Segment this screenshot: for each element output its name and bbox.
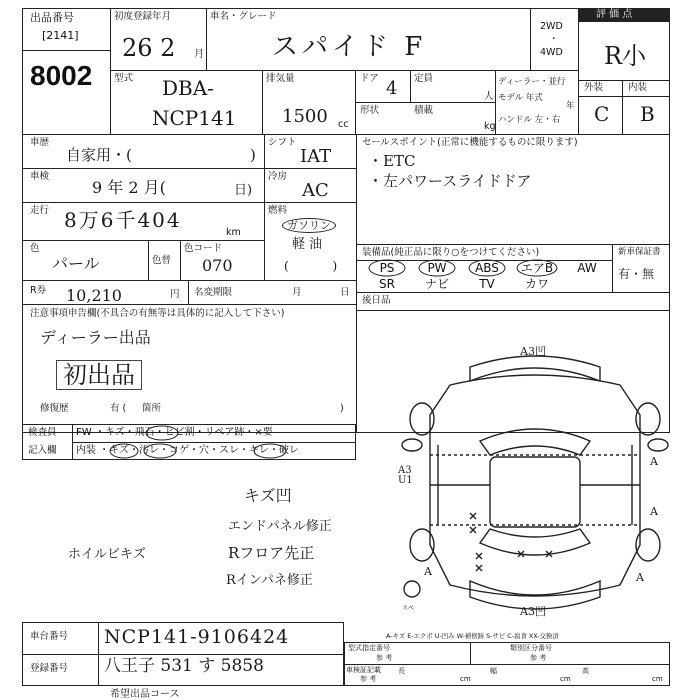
model-label: 型式: [114, 73, 134, 84]
equip-navi: ナビ: [424, 277, 449, 291]
equip-tv: TV: [479, 277, 495, 291]
diag-right-mid: A: [650, 505, 658, 518]
model-value-2: NCP141: [152, 106, 237, 130]
dim-wide-cm: cm: [560, 675, 571, 683]
remark-1: キズ凹: [244, 486, 292, 505]
repair-label: 修復歴: [40, 403, 69, 414]
remark-3-left: ホイルビキズ: [68, 547, 146, 562]
exterior-label: 外装: [584, 82, 604, 93]
remark-2: エンドパネル修正: [228, 519, 332, 534]
lot-code: [2141]: [42, 29, 79, 42]
shape-label: 形状: [360, 105, 380, 116]
form-ref2: 参 考: [530, 654, 547, 662]
dealer-label: ディーラー・並行: [498, 77, 566, 87]
diagram-legend: A-キズ E-エクボ U-凹み W-補修跡 S-サビ C-腐食 XX-交換済: [386, 632, 559, 640]
dim-high-cm: cm: [652, 675, 663, 683]
inspection-value: 9 年 2 月(: [92, 178, 166, 197]
displacement-label: 排気量: [266, 73, 295, 84]
year-unit: 年: [566, 101, 575, 111]
inspector-row2: 内装 ・キズ・汚レ・コゲ・穴・スレ・キレ・破レ: [76, 445, 299, 456]
history-close: ): [250, 146, 256, 164]
equip-pw: PW: [427, 261, 447, 275]
model-year-label: モデル 年式: [498, 93, 543, 103]
equip-sr: SR: [379, 277, 395, 291]
warranty-value: 有・無: [618, 267, 655, 281]
carname-value: スパイド F: [272, 32, 427, 62]
color-value: パール: [52, 254, 100, 273]
shift-value: IAT: [300, 146, 332, 167]
color-code-value: 070: [202, 256, 233, 275]
remark-3-right: Rフロア先正: [228, 544, 315, 562]
color-swap-label: 色替: [152, 255, 172, 266]
sales-points-label: セールスポイント(正常に機能するものに限ります): [362, 137, 578, 148]
diag-top-label: A3凹: [520, 345, 546, 358]
score-value: R小: [604, 42, 647, 70]
interior-value: B: [640, 102, 655, 126]
name-change-label: 名変期限: [194, 287, 233, 298]
equip-aw: AW: [577, 261, 597, 275]
load-label: 積載: [414, 105, 434, 116]
diag-right-top: A: [650, 455, 658, 468]
form-ref3: 参 考: [360, 675, 377, 683]
form-label1: 型式指定番号: [348, 644, 390, 652]
name-change-month: 月: [292, 287, 302, 298]
model-value-1: DBA-: [162, 76, 214, 100]
load-unit: kg: [484, 121, 496, 132]
chassis-value: NCP141-9106424: [104, 626, 290, 648]
exterior-value: C: [594, 102, 610, 126]
warranty-label: 新車保証書: [618, 247, 661, 257]
history-value: 自家用・(: [66, 146, 132, 164]
displacement-value: 1500: [282, 106, 328, 127]
history-label: 車歴: [30, 137, 50, 148]
color-label: 色: [30, 243, 40, 254]
ac-label: 冷房: [268, 171, 288, 182]
capacity-unit: 人: [484, 91, 494, 102]
fuel-option: 軽 油: [292, 237, 323, 252]
inspector-label-top: 検査員: [28, 427, 57, 438]
sales-point-1: ・ETC: [368, 152, 416, 170]
first-reg-month: 月: [194, 49, 204, 60]
first-reg-label: 初度登録年月: [114, 11, 172, 22]
equip-leather: カワ: [524, 277, 549, 291]
equipment-label: 装備品(純正品に限り○をつけてください): [362, 247, 540, 258]
inspector-row1: FW ・キズ・飛石・ヒビ割・リペア跡・×要: [76, 427, 273, 438]
inspector-label-bottom: 記入欄: [28, 445, 57, 456]
fuel-label: 燃料: [268, 205, 288, 216]
interior-label: 内装: [628, 82, 648, 93]
mileage-unit: km: [226, 227, 241, 238]
notes-line1: ディーラー出品: [40, 328, 151, 347]
dim-long-cm: cm: [460, 675, 471, 683]
capacity-label: 定員: [414, 73, 434, 84]
equip-ps: PS: [379, 261, 395, 275]
dim-long: 長: [398, 667, 405, 675]
drive-2wd: 2WD: [540, 21, 563, 32]
plate-value: 八王子 531 す 5858: [104, 656, 264, 676]
handle-label: ハンドル 左・右: [498, 115, 561, 125]
form-label2: 類別区分番号: [510, 644, 552, 652]
recycle-unit: 円: [170, 289, 180, 300]
lot-number: 8002: [30, 60, 93, 91]
equip-airbag: エアB: [520, 261, 554, 275]
repair-suffix: 箇所: [142, 403, 162, 414]
diag-right-bottom: A: [636, 571, 644, 584]
recycle-value: 10,210: [66, 286, 122, 305]
repair-close: ): [340, 403, 344, 414]
chassis-label: 車台番号: [30, 631, 69, 642]
recycle-label: R券: [30, 285, 47, 296]
drive-dot: ・: [549, 34, 559, 45]
shift-label: シフト: [268, 137, 297, 148]
diag-left-label: A3 U1: [398, 465, 413, 486]
after-label: 後日品: [362, 295, 391, 306]
form-ref1: 参 考: [376, 654, 393, 662]
mileage-label: 走行: [30, 205, 50, 216]
diag-bottom-label: A3凹: [520, 605, 546, 618]
drive-4wd: 4WD: [540, 47, 563, 58]
displacement-unit: cc: [338, 119, 349, 130]
diag-left-bottom: A: [424, 565, 432, 578]
inspection-label: 車検: [30, 171, 50, 182]
color-code-label: 色コード: [184, 243, 223, 254]
fuel-value: ガソリン: [282, 218, 336, 233]
fuel-paren: ( ): [284, 259, 338, 273]
inspection-close: 日): [234, 183, 253, 198]
carname-label: 車名・グレード: [210, 11, 277, 22]
notes-label: 注意事項申告欄(不具合の有無等は具体的に記入して下さい): [30, 308, 285, 319]
diag-spare-label: スペ: [402, 605, 415, 612]
plate-label: 登録番号: [30, 663, 69, 674]
equipment-circles: [356, 256, 616, 280]
inspector-circles: [72, 424, 356, 460]
notes-line2: 初出品: [56, 360, 142, 390]
doors-value: 4: [386, 78, 398, 99]
lot-label: 出品番号: [30, 11, 74, 24]
ac-value: AC: [302, 180, 329, 201]
truncated-course: 希望出品コース: [110, 689, 180, 700]
sales-point-2: ・左パワースライドドア: [368, 172, 532, 190]
repair-value: 有 (: [110, 403, 127, 414]
doors-label: ドア: [360, 73, 379, 84]
remark-4: Rインパネ修正: [226, 573, 313, 588]
form-label3: 車検証記載: [346, 666, 381, 674]
mileage-value: 8万6千404: [64, 208, 182, 232]
score-label: 評 価 点: [596, 9, 633, 20]
dim-high: 高: [582, 667, 589, 675]
name-change-day: 日: [340, 287, 350, 298]
equip-abs: ABS: [475, 261, 499, 275]
dim-wide: 幅: [490, 667, 497, 675]
first-reg-value: 26 2: [122, 34, 176, 62]
